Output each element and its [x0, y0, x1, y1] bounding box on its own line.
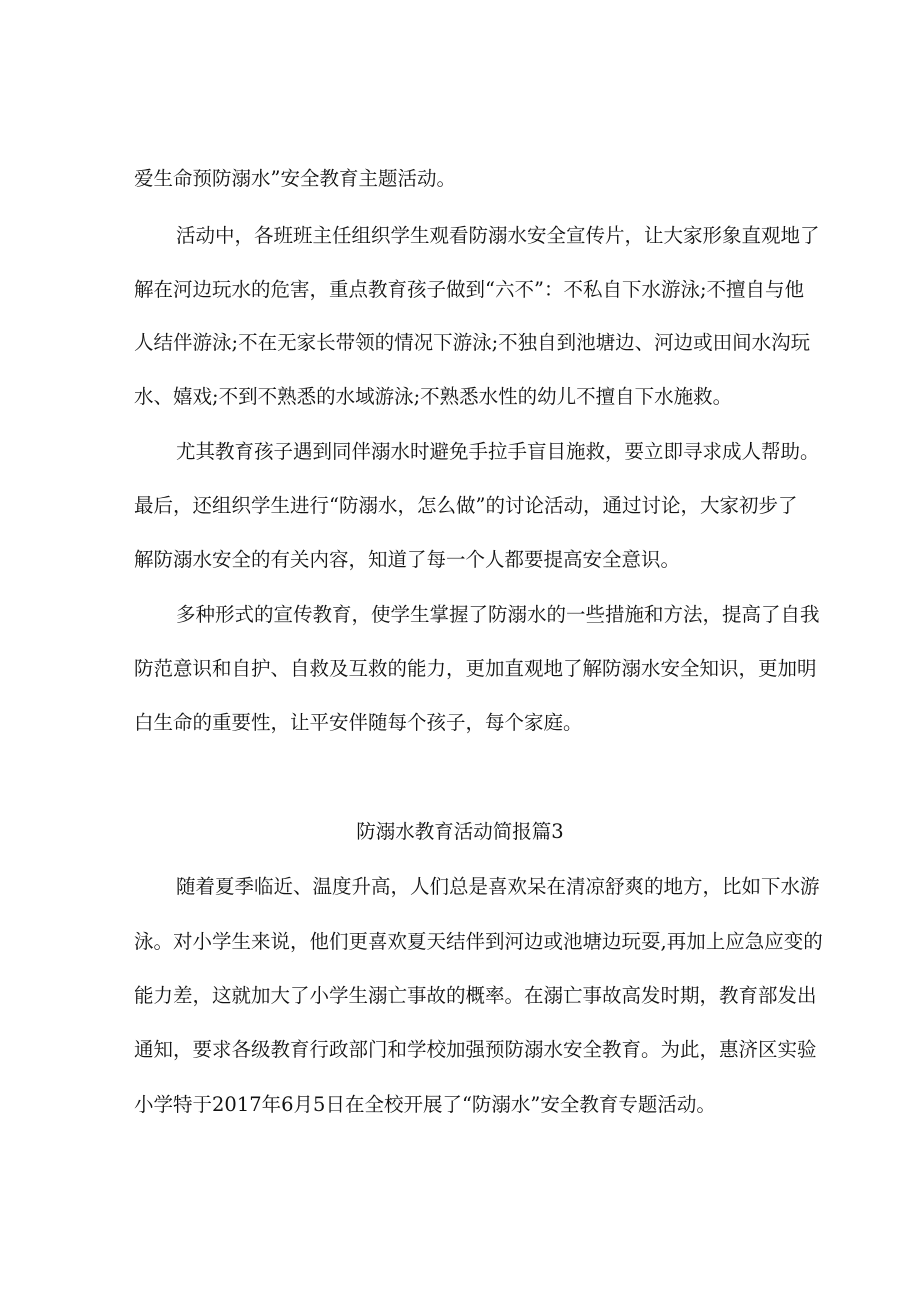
paragraph-line: 人结伴游泳;不在无家长带领的情况下游泳;不独自到池塘边、河边或田间水沟玩	[134, 331, 811, 354]
paragraph-line: 活动中，各班班主任组织学生观看防溺水安全宣传片，让大家形象直观地了	[176, 224, 820, 247]
paragraph-line: 白生命的重要性，让平安伴随每个孩子，每个家庭。	[134, 711, 583, 734]
paragraph-line: 解防溺水安全的有关内容，知道了每一个人都要提高安全意识。	[134, 548, 681, 571]
paragraph-line: 水、嬉戏;不到不熟悉的水域游泳;不熟悉水性的幼儿不擅自下水施救。	[134, 385, 733, 408]
paragraph-line: 解在河边玩水的危害，重点教育孩子做到“六不”：不私自下水游泳;不擅自与他	[134, 278, 805, 301]
paragraph-line: 多种形式的宣传教育，使学生掌握了防溺水的一些措施和方法，提高了自我	[176, 603, 820, 626]
section-heading: 防溺水教育活动简报篇3	[356, 820, 564, 843]
paragraph-line: 泳。对小学生来说，他们更喜欢夏天结伴到河边或池塘边玩耍,再加上应急应变的	[134, 930, 823, 953]
paragraph-line: 随着夏季临近、温度升高，人们总是喜欢呆在清凉舒爽的地方，比如下水游	[176, 875, 820, 898]
paragraph-line: 最后，还组织学生进行“防溺水，怎么做”的讨论活动，通过讨论，大家初步了	[134, 494, 798, 517]
paragraph-line: 尤其教育孩子遇到同伴溺水时避免手拉手盲目施救，要立即寻求成人帮助。	[176, 440, 820, 463]
paragraph-line: 小学特于2017年6月5日在全校开展了“防溺水”安全教育专题活动。	[134, 1093, 716, 1116]
paragraph-line: 通知，要求各级教育行政部门和学校加强预防溺水安全教育。为此，惠济区实验	[134, 1038, 817, 1061]
paragraph-line: 爱生命预防溺水”安全教育主题活动。	[134, 167, 456, 190]
paragraph-line: 能力差，这就加大了小学生溺亡事故的概率。在溺亡事故高发时期，教育部发出	[134, 984, 817, 1007]
paragraph-line: 防范意识和自护、自救及互救的能力，更加直观地了解防溺水安全知识，更加明	[134, 657, 817, 680]
